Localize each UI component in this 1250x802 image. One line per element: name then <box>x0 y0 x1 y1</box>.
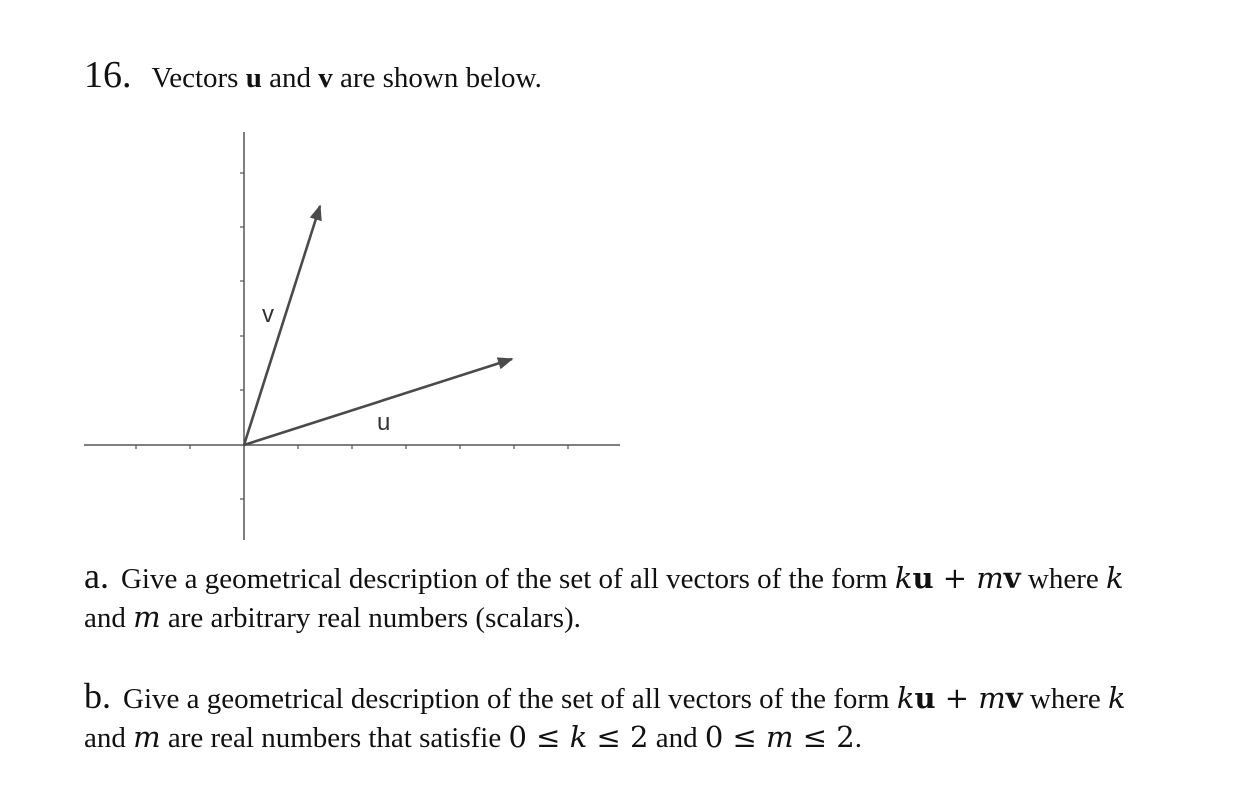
math-plus: + <box>933 561 977 595</box>
part-b-text: Give a geometrical description of the set of all vectors of the form <box>123 683 897 715</box>
part-b-text: and <box>648 722 705 754</box>
part-b-line-1 <box>84 677 1214 718</box>
math-m: m <box>976 561 1004 595</box>
math-plus: + <box>935 681 979 715</box>
intro-text-part: are shown below. <box>332 62 542 94</box>
part-a-line-1 <box>84 557 1214 598</box>
vector-v-label: v <box>262 301 274 328</box>
vector-v-symbol: v <box>318 62 333 94</box>
math-m: m <box>133 600 161 634</box>
part-b <box>84 677 1214 757</box>
part-a-text: and <box>84 602 134 634</box>
part-b-label: b. <box>84 676 111 716</box>
math-leq: ≤ <box>723 720 767 754</box>
part-a-line-2 <box>84 598 1214 637</box>
math-u: u <box>912 561 934 595</box>
math-leq: ≤ <box>587 720 631 754</box>
math-k: k <box>1105 561 1124 595</box>
part-a-text: Give a geometrical description of the set of all vectors of the form <box>120 563 895 595</box>
vector-v-arrow <box>244 206 320 445</box>
vector-u-label: u <box>377 409 391 436</box>
part-b-text: and <box>84 722 134 754</box>
part-b-text: are real numbers that satisfie <box>160 722 509 754</box>
part-a-text: are arbitrary real numbers (scalars). <box>160 602 581 634</box>
problem-number: 16. <box>84 54 132 96</box>
math-leq: ≤ <box>526 720 570 754</box>
vector-u-symbol: u <box>245 62 262 94</box>
part-a-text: where <box>1020 563 1106 595</box>
intro-text-part: and <box>261 62 319 94</box>
part-a-label: a. <box>84 556 109 596</box>
math-k: k <box>569 720 588 754</box>
part-b-line-2 <box>84 718 1214 757</box>
math-number: 2 <box>836 720 855 754</box>
math-number: 0 <box>508 720 527 754</box>
part-b-text: where <box>1022 683 1108 715</box>
math-v: v <box>1005 681 1023 715</box>
math-number: 0 <box>704 720 724 754</box>
math-k: k <box>1108 681 1126 715</box>
math-k: k <box>894 561 913 595</box>
math-v: v <box>1003 561 1021 595</box>
math-m: m <box>766 720 794 754</box>
intro-text-part: Vectors <box>151 62 246 94</box>
math-m: m <box>133 720 161 754</box>
math-m: m <box>978 681 1006 715</box>
math-k: k <box>896 681 915 715</box>
math-number: 2 <box>630 720 649 754</box>
math-leq: ≤ <box>793 720 837 754</box>
part-b-text: . <box>854 722 862 754</box>
math-u: u <box>914 681 936 715</box>
part-a <box>84 557 1214 637</box>
